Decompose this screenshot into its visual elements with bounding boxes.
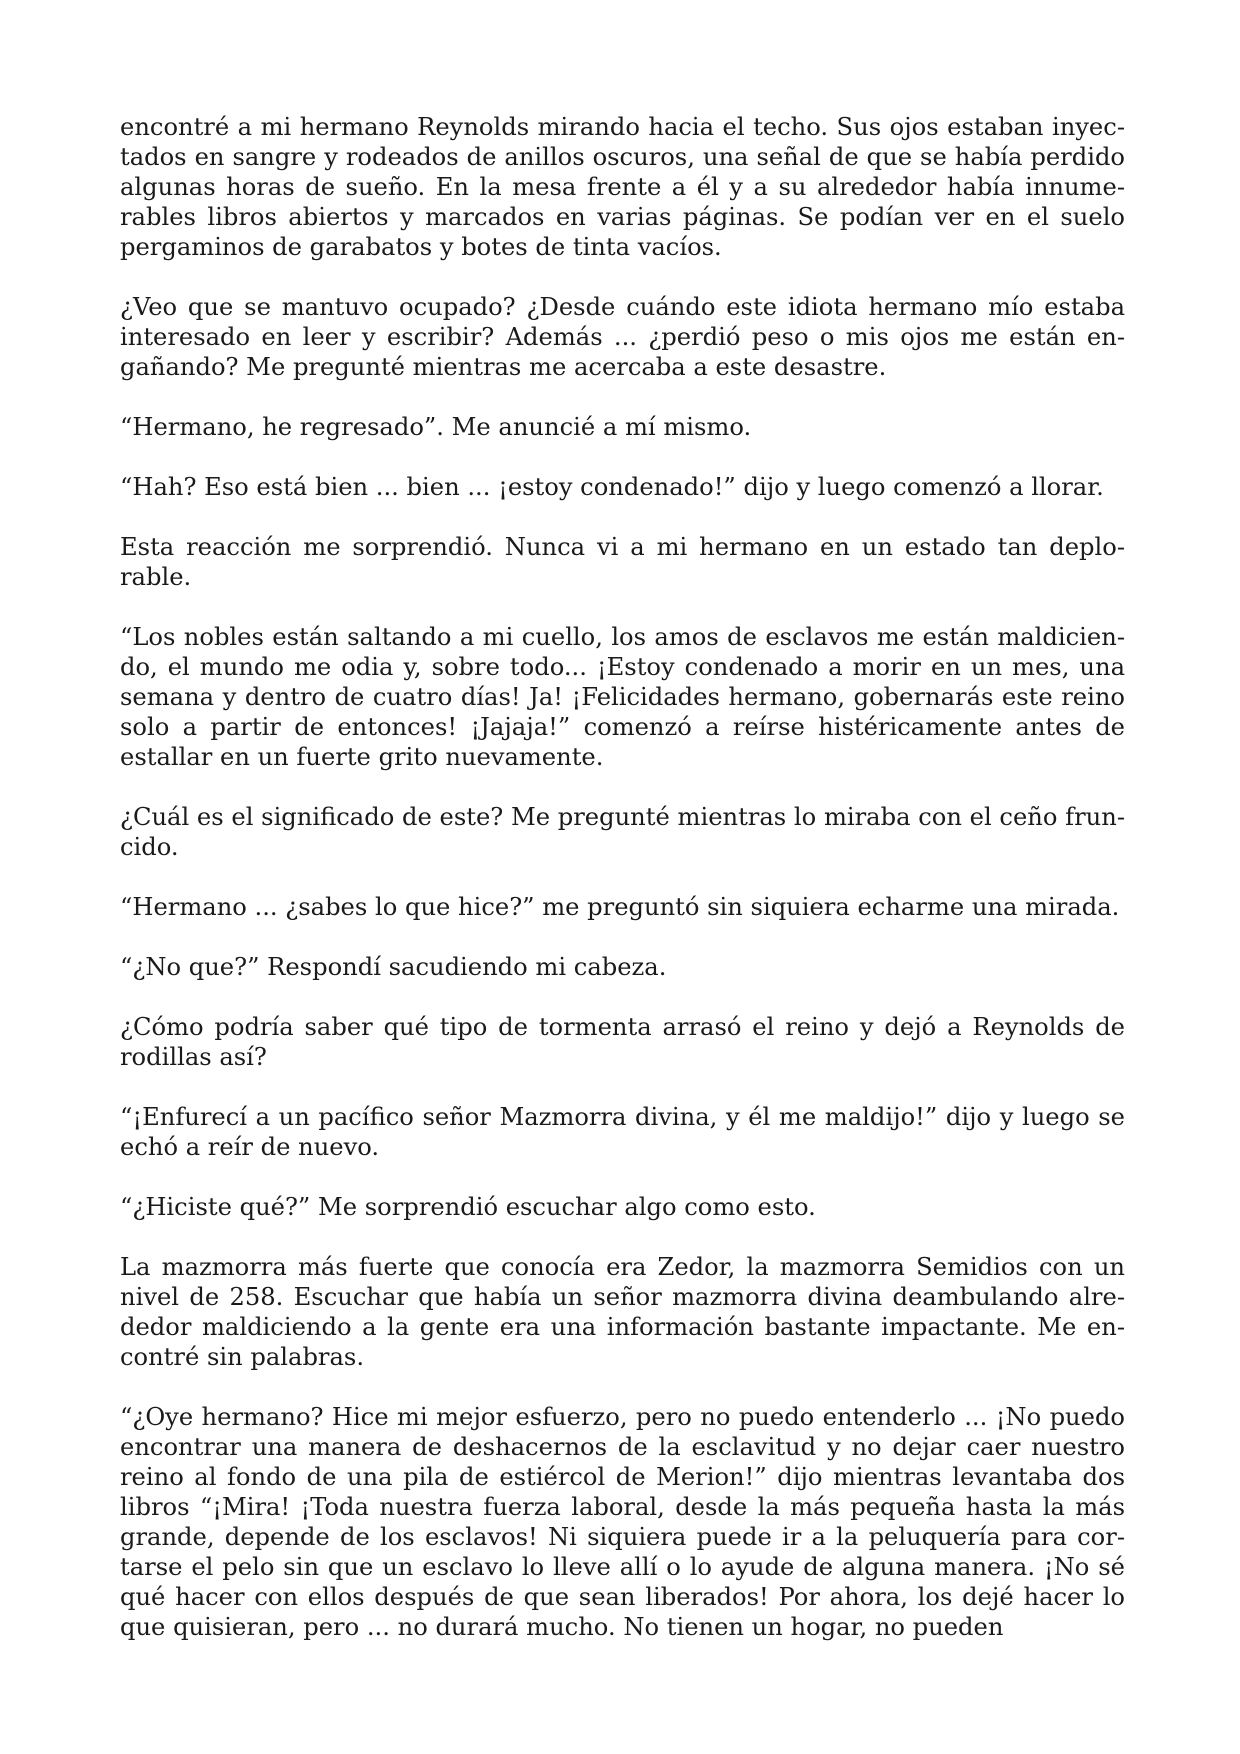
paragraph-6: “Los nobles están saltando a mi cuello, los amos de esclavos me están maldiciendo, el mundo me odia y, sobre todo... ¡Estoy condenado a morir en un mes, una semana y dentro de cuatro días! Ja! ¡Felicidades hermano, gobernarás este reino solo a partir de entonces! ¡Jajaja!” comenzó a reírse histéricamente antes de estallar en un fuerte grito nuevamente. — [120, 623, 1125, 771]
document-page — [120, 112, 1125, 1642]
paragraph-4: “Hah? Eso está bien ... bien ... ¡estoy condenado!” dijo y luego comenzó a llorar. — [120, 473, 1104, 501]
paragraph-7: ¿Cuál es el significado de este? Me pregunté mientras lo miraba con el ceño fruncido. — [120, 803, 1125, 861]
paragraph-1: encontré a mi hermano Reynolds mirando hacia el techo. Sus ojos estaban inyectados en sangre y rodeados de anillos oscuros, una señal de que se había perdido algunas horas de sueño. En la mesa frente a él y a su alrededor había innumerables libros abiertos y marcados en varias páginas. Se podían ver en el suelo pergaminos de garabatos y botes de tinta vacíos. — [120, 113, 1125, 261]
paragraph-14: “¿Oye hermano? Hice mi mejor esfuerzo, pero no puedo entenderlo ... ¡No puedo encontrar una manera de deshacernos de la esclavitud y no dejar caer nuestro reino al fondo de una pila de estiércol de Merion!” dijo mientras levantaba dos libros “¡Mira! ¡Toda nuestra fuerza laboral, desde la más pequeña hasta la más grande, depende de los esclavos! Ni siquiera puede ir a la peluquería para cortarse el pelo sin que un esclavo lo lleve allí o lo ayude de alguna manera. ¡No sé qué hacer con ellos después de que sean liberados! Por ahora, los dejé hacer lo que quisieran, pero ... no durará mucho. No tienen un hogar, no pueden — [120, 1403, 1125, 1641]
paragraph-2: ¿Veo que se mantuvo ocupado? ¿Desde cuándo este idiota hermano mío estaba interesado en leer y escribir? Además ... ¿perdió peso o mis ojos me están engañando? Me pregunté mientras me acercaba a este desastre. — [120, 293, 1125, 381]
paragraph-9: “¿No que?” Respondí sacudiendo mi cabeza. — [120, 953, 667, 981]
paragraph-11: “¡Enfurecí a un pacífico señor Mazmorra divina, y él me maldijo!” dijo y luego se echó a reír de nuevo. — [120, 1103, 1125, 1161]
paragraph-13: La mazmorra más fuerte que conocía era Zedor, la mazmorra Semidios con un nivel de 258. Escuchar que había un señor mazmorra divina deambulando alrededor maldiciendo a la gente era una información bastante impactante. Me encontré sin palabras. — [120, 1253, 1125, 1371]
paragraph-8: “Hermano ... ¿sabes lo que hice?” me preguntó sin siquiera echarme una mirada. — [120, 893, 1120, 921]
paragraph-12: “¿Hiciste qué?” Me sorprendió escuchar algo como esto. — [120, 1193, 816, 1221]
paragraph-3: “Hermano, he regresado”. Me anuncié a mí mismo. — [120, 413, 752, 441]
paragraph-5: Esta reacción me sorprendió. Nunca vi a mi hermano en un estado tan deplorable. — [120, 533, 1125, 591]
paragraph-10: ¿Cómo podría saber qué tipo de tormenta arrasó el reino y dejó a Reynolds de rodillas así? — [120, 1013, 1125, 1071]
